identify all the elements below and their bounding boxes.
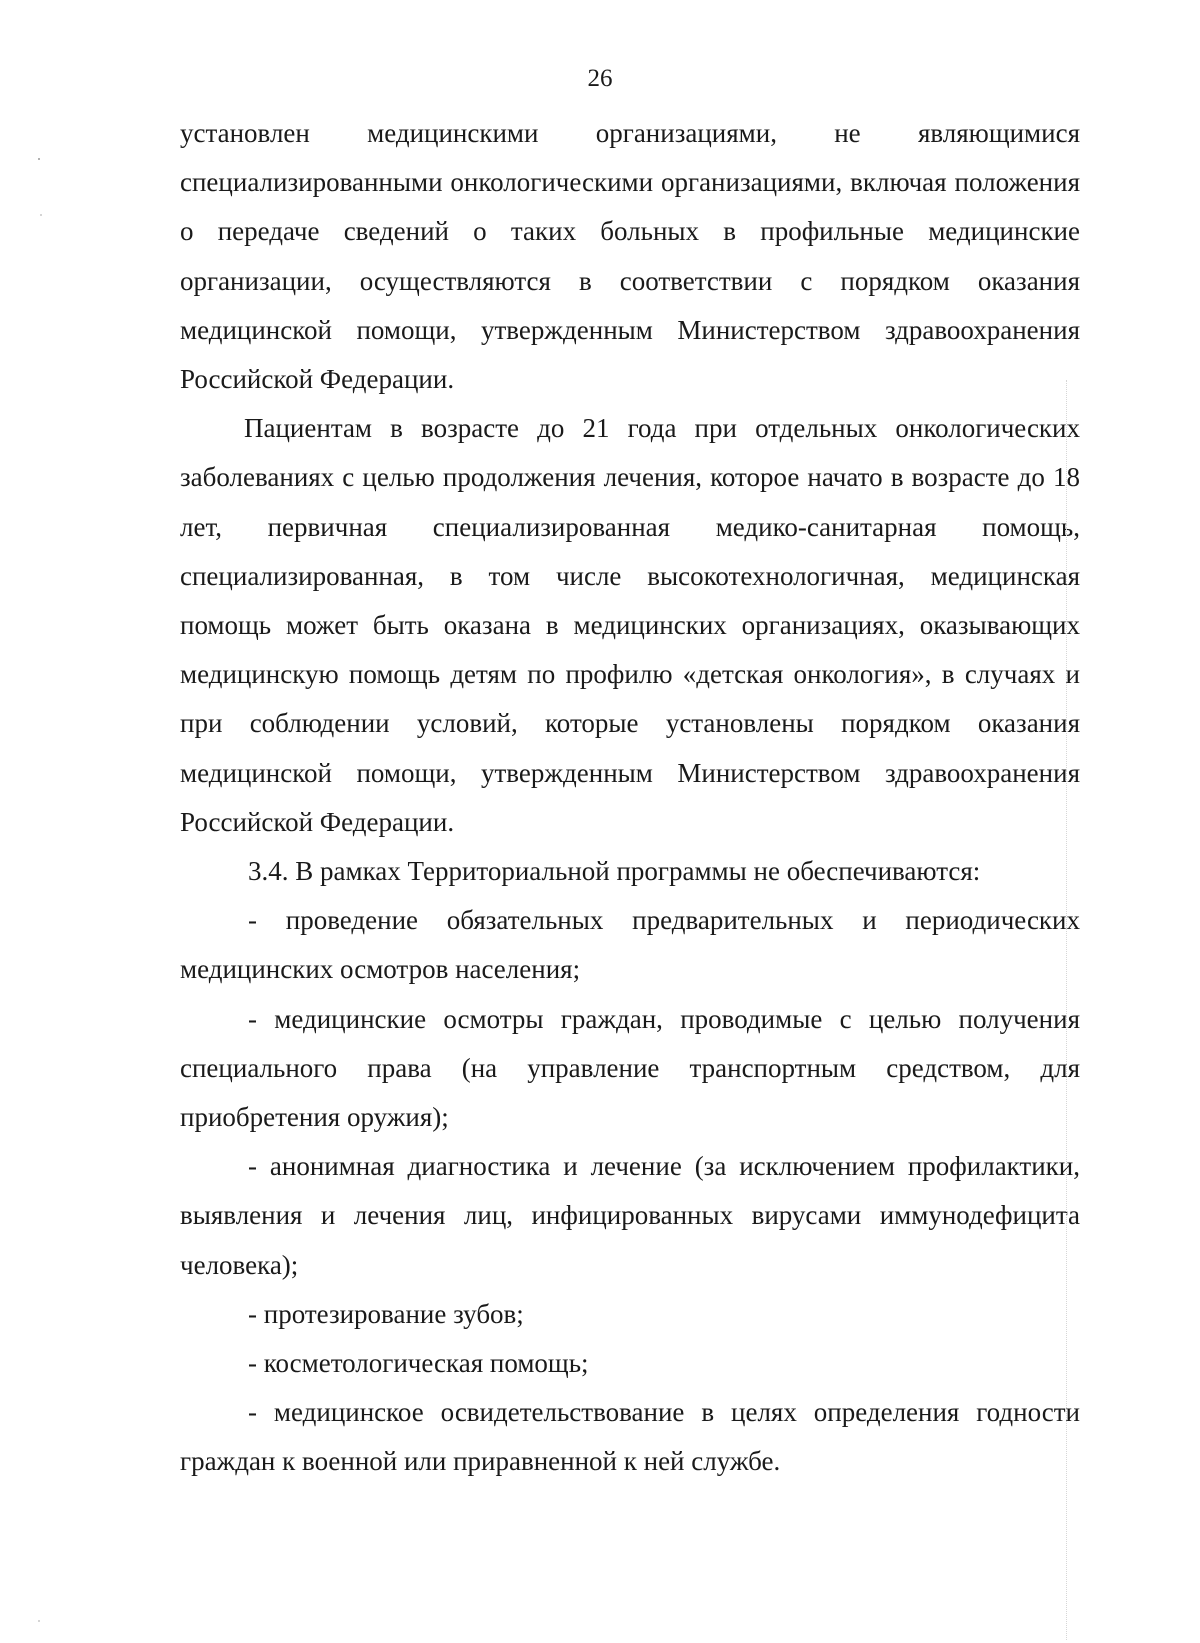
section-heading-3-4: 3.4. В рамках Территориальной программы не обеспечиваются:	[248, 856, 981, 887]
scan-artifact-dot	[40, 214, 42, 216]
document-body	[180, 109, 1080, 1487]
list-item-military-fitness: - медицинское освидетельствование в целях определения годности граждан к военной или приравненной к ней службе.	[180, 1397, 1080, 1477]
paragraph-continuation: установлен медицинскими организациями, не являющимися специализированными онкологическими организациями, включая положения о передаче сведений о таких больных в профильные медицинские организации, осуществляются в соответствии с порядком оказания медицинской помощи, утвержденным Министерством здравоохранения Российской Федерации.	[180, 118, 1080, 395]
list-item-mandatory-checkups: - проведение обязательных предварительных и периодических медицинских осмотров населения;	[180, 905, 1080, 985]
page-number: 26	[587, 65, 613, 92]
scan-artifact-line	[1066, 380, 1068, 1640]
scan-artifact-dot	[38, 158, 40, 160]
scan-artifact-dot	[38, 1620, 40, 1622]
paragraph-patients-under-21: Пациентам в возрасте до 21 года при отдельных онкологических заболеваниях с целью продолжения лечения, которое начато в возрасте до 18 лет, первичная специализированная медико-санитарная помощь, специализированная, в том числе высокотехнологичная, медицинская помощь может быть оказана в медицинских организациях, оказывающих медицинскую помощь детям по профилю «детская онкология», в случаях и при соблюдении условий, которые установлены порядком оказания медицинской помощи, утвержденным Министерством здравоохранения Российской Федерации.	[180, 413, 1080, 837]
list-item-special-right-checkups: - медицинские осмотры граждан, проводимые с целью получения специального права (на управление транспортным средством, для приобретения оружия);	[180, 1003, 1080, 1133]
list-item-dental-prosthetics: - протезирование зубов;	[248, 1298, 524, 1329]
list-item-cosmetology: - косметологическая помощь;	[248, 1348, 589, 1379]
list-item-anonymous-diagnostics: - анонимная диагностика и лечение (за исключением профилактики, выявления и лечения лиц, инфицированных вирусами иммунодефицита человека);	[180, 1151, 1080, 1280]
